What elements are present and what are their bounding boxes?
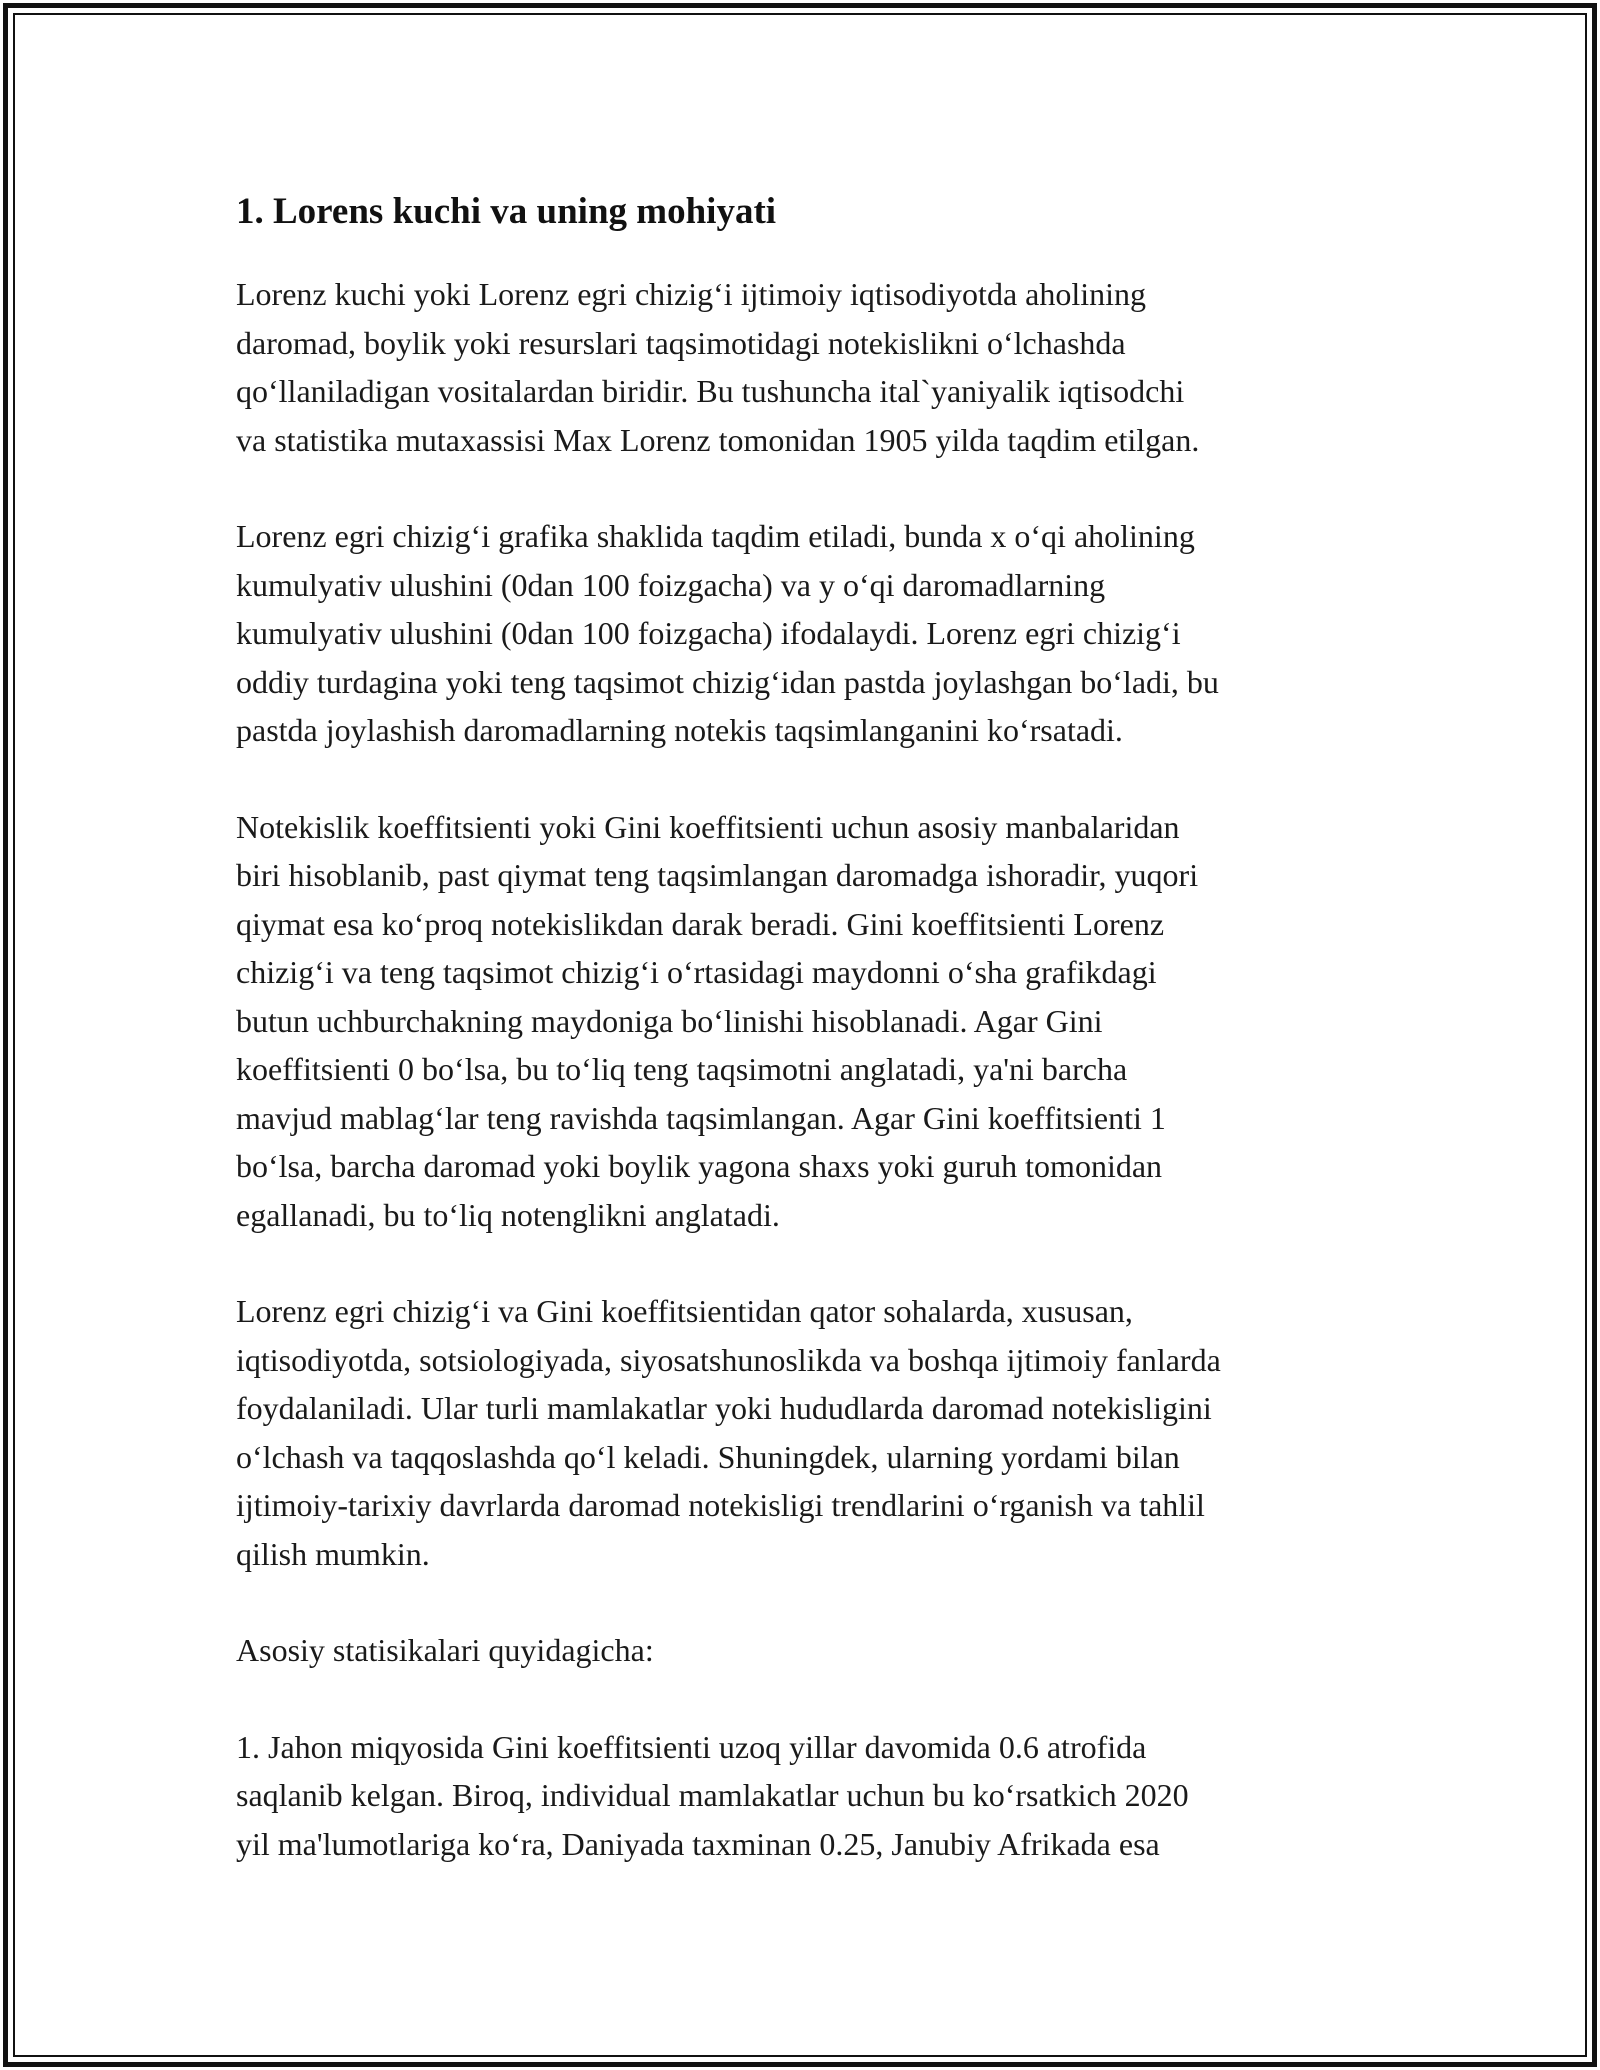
paragraph-applications <box>236 1287 1386 1578</box>
text-line: mavjud mablag‘lar teng ravishda taqsimlangan. Agar Gini koeffitsienti 1 <box>236 1099 1166 1136</box>
text-line: qilish mumkin. <box>236 1535 430 1572</box>
text-line: Lorenz kuchi yoki Lorenz egri chizig‘i ijtimoiy iqtisodiyotda aholining <box>236 276 1147 312</box>
text-line: Notekislik koeffitsienti yoki Gini koeffitsienti uchun asosiy manbalaridan <box>236 808 1180 845</box>
text-line: iqtisodiyotda, sotsiologiyada, siyosatshunoslikda va boshqa ijtimoiy fanlarda <box>236 1341 1221 1378</box>
text-line: oddiy turdagina yoki teng taqsimot chizig‘idan pastda joylashgan bo‘ladi, bu <box>236 663 1219 700</box>
paragraph-lorenz-curve <box>236 512 1386 755</box>
text-line: kumulyativ ulushini (0dan 100 foizgacha) va y o‘qi daromadlarning <box>236 566 1106 603</box>
paragraph-gini-coefficient <box>236 803 1386 1240</box>
text-line: biri hisoblanib, past qiymat teng taqsimlangan daromadga ishoradir, yuqori <box>236 857 1199 893</box>
text-line: qiymat esa ko‘proq notekislikdan darak beradi. Gini koeffitsienti Lorenz <box>236 905 1165 942</box>
text-line: va statistika mutaxassisi Max Lorenz tomonidan 1905 yilda taqdim etilgan. <box>236 421 1200 458</box>
text-line: Asosiy statisikalari quyidagicha: <box>236 1632 654 1668</box>
section-heading: 1. Lorens kuchi va uning mohiyati <box>236 191 777 232</box>
text-line: ijtimoiy-tarixiy davrlarda daromad notekisligi trendlarini o‘rganish va tahlil <box>236 1487 1205 1523</box>
text-line: Lorenz egri chizig‘i grafika shaklida taqdim etiladi, bunda x o‘qi aholining <box>236 518 1195 554</box>
text-line: Lorenz egri chizig‘i va Gini koeffitsientidan qator sohalarda, xususan, <box>236 1293 1133 1329</box>
document-body <box>236 188 1386 1916</box>
text-line: egallanadi, bu to‘liq notenglikni anglatadi. <box>236 1196 780 1233</box>
paragraph-statistics-item-1 <box>236 1723 1386 1869</box>
text-line: foydalaniladi. Ular turli mamlakatlar yoki hududlarda daromad notekisligini <box>236 1390 1212 1426</box>
text-line: pastda joylashish daromadlarning notekis taqsimlanganini ko‘rsatadi. <box>236 712 1123 748</box>
text-line: daromad, boylik yoki resurslari taqsimotidagi notekislikni o‘lchashda <box>236 324 1126 361</box>
text-line: saqlanib kelgan. Biroq, individual mamlakatlar uchun bu ko‘rsatkich 2020 <box>236 1777 1189 1813</box>
text-line: o‘lchash va taqqoslashda qo‘l keladi. Shuningdek, ularning yordami bilan <box>236 1438 1180 1475</box>
text-line: yil ma'lumotlariga ko‘ra, Daniyada taxminan 0.25, Janubiy Afrikada esa <box>236 1825 1160 1862</box>
text-line: koeffitsienti 0 bo‘lsa, bu to‘liq teng taqsimotni anglatadi, ya'ni barcha <box>236 1051 1128 1087</box>
text-line: kumulyativ ulushini (0dan 100 foizgacha) ifodalaydi. Lorenz egri chizig‘i <box>236 615 1181 651</box>
text-line: bo‘lsa, barcha daromad yoki boylik yagona shaxs yoki guruh tomonidan <box>236 1148 1163 1184</box>
paragraph-lorenz-intro <box>236 270 1386 464</box>
paragraph-statistics-intro <box>236 1626 1386 1675</box>
text-line: qo‘llaniladigan vositalardan biridir. Bu tushuncha ital`yaniyalik iqtisodchi <box>236 373 1185 409</box>
text-line: chizig‘i va teng taqsimot chizig‘i o‘rtasidagi maydonni o‘sha grafikdagi <box>236 954 1157 990</box>
text-line: butun uchburchakning maydoniga bo‘linishi hisoblanadi. Agar Gini <box>236 1002 1103 1039</box>
text-line: 1. Jahon miqyosida Gini koeffitsienti uzoq yillar davomida 0.6 atrofida <box>236 1728 1147 1765</box>
